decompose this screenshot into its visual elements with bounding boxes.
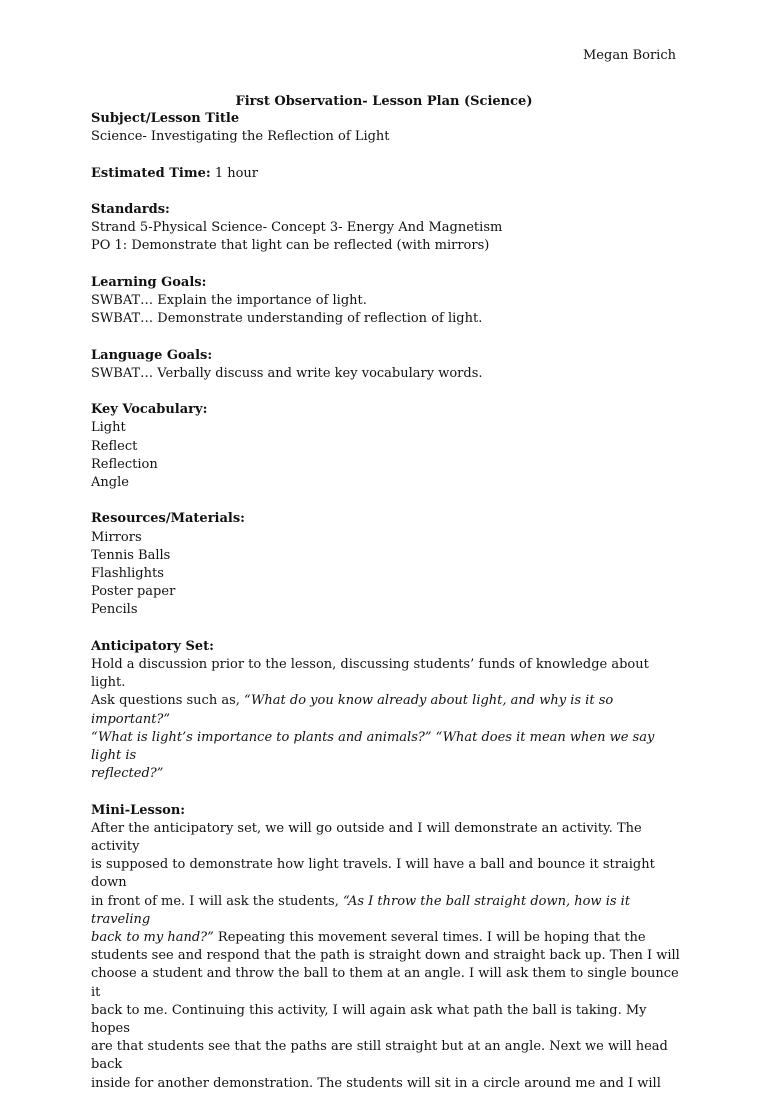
- materials-heading: Resources/Materials:: [91, 511, 245, 527]
- estimated-time-value: 1 hour: [210, 165, 259, 181]
- anticipatory-quote: “What do you know already about light, and why is it so important?”: [91, 693, 614, 727]
- mini-lesson-line: back to me. Continuing this activity, I will again ask what path the ball is taking. My hopes: [91, 1002, 647, 1037]
- anticipatory-quote: reflected?”: [91, 766, 164, 782]
- mini-lesson-line: choose a student and throw the ball to them at an angle. I will ask them to single bounce it: [91, 966, 679, 1000]
- mini-lesson-text: Repeating this movement several times. I will be hoping that the: [213, 930, 646, 946]
- vocabulary-item: Light: [91, 420, 126, 436]
- mini-lesson-quote: back to my hand?”: [91, 930, 214, 946]
- mini-lesson-text: in front of me. I will ask the students,: [91, 893, 343, 909]
- anticipatory-heading: Anticipatory Set:: [91, 638, 214, 654]
- mini-lesson-line: inside for another demonstration. The students will sit in a circle around me and I will: [91, 1075, 661, 1091]
- estimated-time: [91, 165, 681, 183]
- material-item: Pencils: [91, 602, 138, 618]
- mini-lesson-heading: Mini-Lesson:: [91, 802, 186, 818]
- anticipatory-line: [91, 692, 681, 728]
- material-item: Tennis Balls: [91, 547, 171, 563]
- learning-goals-heading: Learning Goals:: [91, 274, 207, 290]
- language-goal: SWBAT… Verbally discuss and write key vocabulary words.: [91, 365, 483, 381]
- language-goals-heading: Language Goals:: [91, 347, 213, 363]
- mini-lesson-line: [91, 929, 681, 947]
- standards-heading: Standards:: [91, 201, 170, 217]
- vocabulary-item: Reflection: [91, 456, 158, 472]
- anticipatory-line: Hold a discussion prior to the lesson, discussing students’ funds of knowledge about light.: [91, 656, 649, 691]
- lesson-plan-body: [91, 110, 681, 1093]
- vocabulary-item: Reflect: [91, 438, 138, 454]
- material-item: Mirrors: [91, 529, 142, 545]
- author-name: Megan Borich: [583, 48, 676, 63]
- mini-lesson-line: [91, 893, 681, 929]
- mini-lesson-line: After the anticipatory set, we will go outside and I will demonstrate an activity. The activity: [91, 820, 642, 854]
- standards-line: Strand 5-Physical Science- Concept 3- Energy And Magnetism: [91, 220, 503, 236]
- standards-line: PO 1: Demonstrate that light can be reflected (with mirrors): [91, 238, 490, 254]
- subject-heading: Subject/Lesson Title: [91, 111, 240, 126]
- mini-lesson-line: are that students see that the paths are still straight but at an angle. Next we will head back: [91, 1039, 668, 1073]
- document-title: First Observation- Lesson Plan (Science): [235, 94, 533, 109]
- mini-lesson-line: students see and respond that the path is straight down and straight back up. Then I will: [91, 948, 680, 964]
- vocabulary-heading: Key Vocabulary:: [91, 402, 208, 418]
- mini-lesson-line: is supposed to demonstrate how light travels. I will have a ball and bounce it straight down: [91, 857, 655, 891]
- mini-lesson-quote: “As I throw the ball straight down, how is it traveling: [91, 893, 631, 927]
- learning-goal: SWBAT… Demonstrate understanding of reflection of light.: [91, 311, 483, 327]
- vocabulary-item: Angle: [91, 474, 129, 490]
- learning-goal: SWBAT… Explain the importance of light.: [91, 292, 367, 308]
- material-item: Poster paper: [91, 584, 176, 600]
- material-item: Flashlights: [91, 565, 164, 581]
- anticipatory-quote: “What is light’s importance to plants and animals?” “What does it mean when we say light is: [91, 729, 655, 763]
- subject-text: Science- Investigating the Reflection of Light: [91, 129, 390, 145]
- estimated-time-label: Estimated Time:: [91, 165, 211, 181]
- anticipatory-text: Ask questions such as,: [91, 693, 245, 709]
